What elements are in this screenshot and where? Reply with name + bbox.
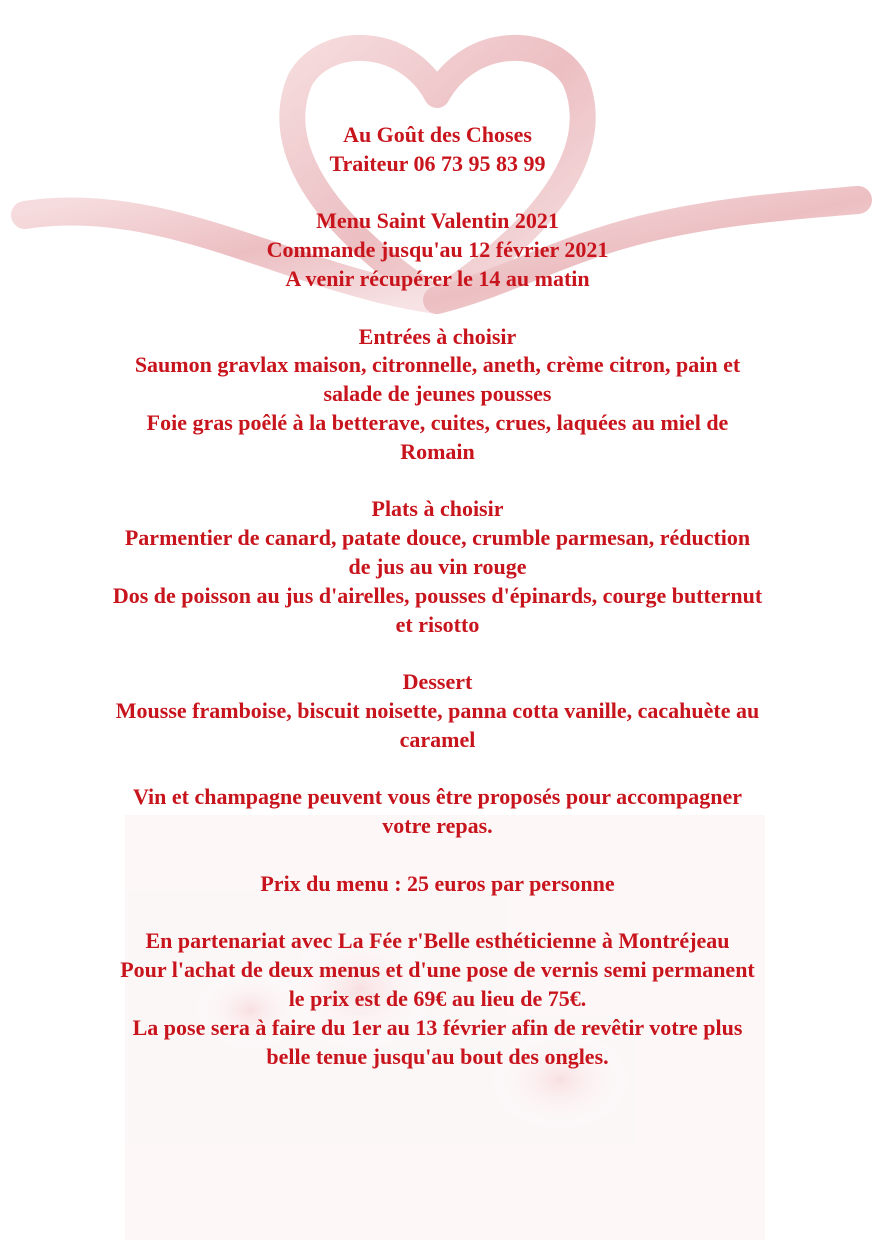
partnership-schedule: La pose sera à faire du 1er au 13 février afin de revêtir votre plus belle tenue jusqu'au bout des ongles. <box>132 1014 743 1069</box>
dessert-heading: Dessert <box>402 669 473 695</box>
menu-text <box>0 121 875 1071</box>
starters-heading: Entrées à choisir <box>358 323 517 349</box>
dessert-item: Mousse framboise, biscuit noisette, panna cotta vanille, cacahuète au caramel <box>115 697 760 752</box>
partnership-intro: En partenariat avec La Fée r'Belle esthéticienne à Montréjeau <box>145 928 730 954</box>
mains-heading: Plats à choisir <box>371 496 504 522</box>
menu-title: Menu Saint Valentin 2021 <box>316 208 559 234</box>
phone-line: Traiteur 06 73 95 83 99 <box>329 150 546 176</box>
starter-item: Foie gras poêlé à la betterave, cuites, crues, laquées au miel de Romain <box>146 409 729 464</box>
wine-note: Vin et champagne peuvent vous être proposés pour accompagner votre repas. <box>132 784 743 839</box>
price-line: Prix du menu : 25 euros par personne <box>260 870 615 896</box>
partnership-offer: Pour l'achat de deux menus et d'une pose de vernis semi permanent le prix est de 69€ au lieu de 75€. <box>120 957 755 1011</box>
business-name: Au Goût des Choses <box>343 122 532 147</box>
main-item: Parmentier de canard, patate douce, crumble parmesan, réduction de jus au vin rouge <box>124 525 751 579</box>
pickup-info: A venir récupérer le 14 au matin <box>285 265 590 291</box>
order-deadline: Commande jusqu'au 12 février 2021 <box>266 237 609 263</box>
starter-item: Saumon gravlax maison, citronnelle, aneth, crème citron, pain et salade de jeunes pousses <box>134 352 741 407</box>
main-item: Dos de poisson au jus d'airelles, pousses d'épinards, courge butternut et risotto <box>112 582 763 637</box>
